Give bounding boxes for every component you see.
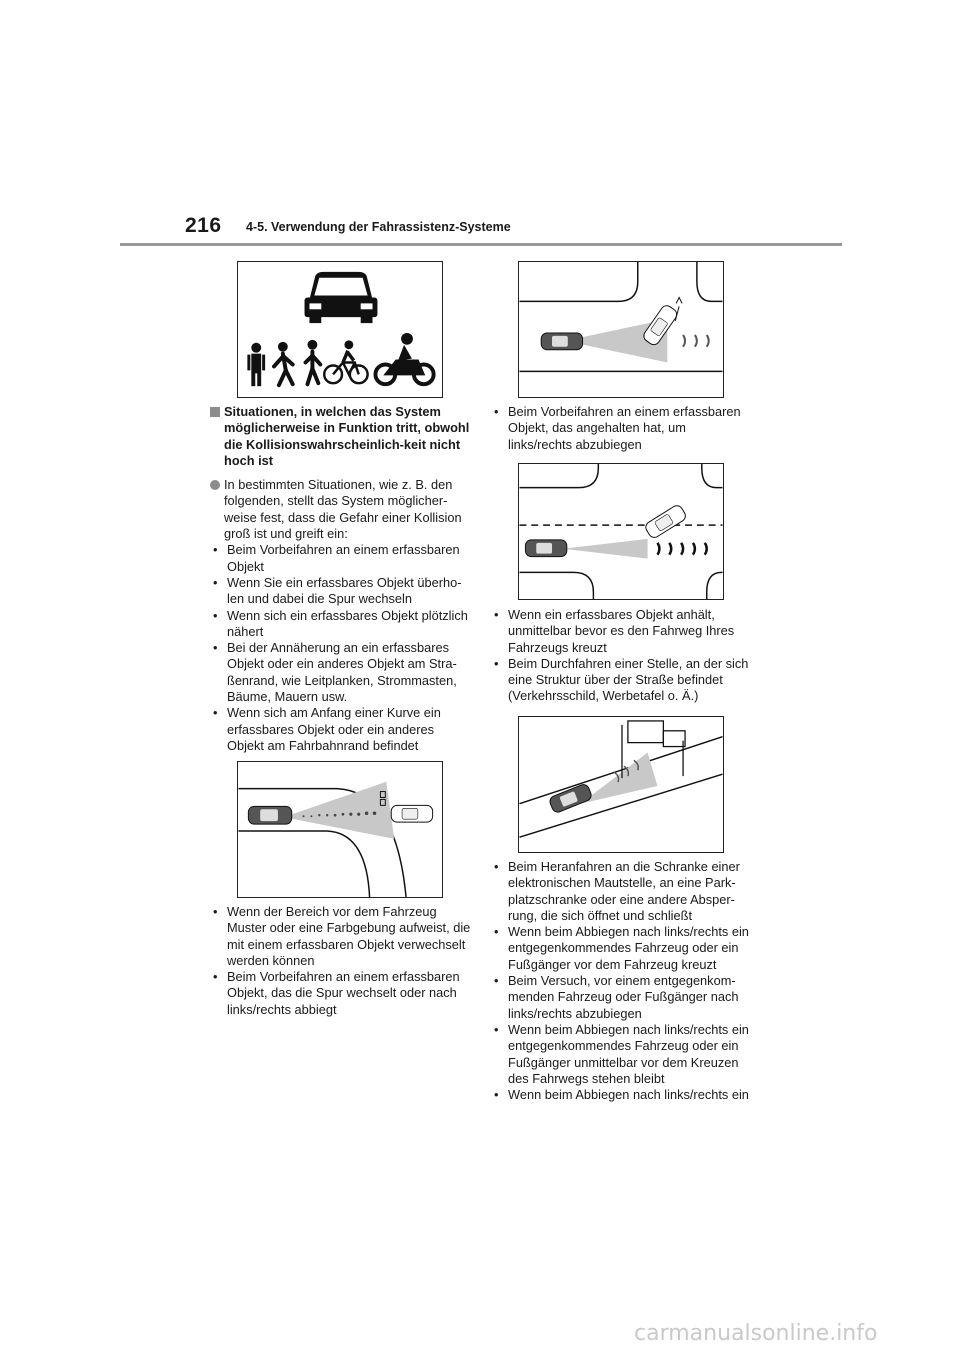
intro-paragraph: In bestimmten Situationen, wie z. B. den folgenden, stellt das System möglicher-weise fest, dass die Gefahr einer Kollision groß ist und greift ein: [210, 477, 472, 542]
list-item: • Wenn der Bereich vor dem Fahrzeug Muster oder eine Farbgebung aufweist, die mit einem erfassbaren Objekt verwechselt werden können [210, 904, 472, 969]
figure-overhead-structure [518, 716, 724, 853]
bullet-list [210, 904, 472, 1018]
figure-curve-object [237, 761, 443, 898]
ego-car-icon [248, 806, 291, 824]
bullet-list [491, 404, 753, 453]
heading-square-icon [210, 407, 220, 417]
page-number: 216 [185, 214, 222, 237]
bullet-list [210, 542, 472, 754]
list-item: • Wenn beim Abbiegen nach links/rechts ein [491, 1087, 753, 1103]
list-item: • Beim Versuch, vor einem entgegenkom-menden Fahrzeug oder Fußgänger nach links/rechts abzubiegen [491, 973, 753, 1022]
figure-stopped-vehicle [518, 463, 724, 600]
list-item: • Beim Vorbeifahren an einem erfassbaren Objekt [210, 542, 472, 575]
list-item: • Beim Vorbeifahren an einem erfassbaren Objekt, das die Spur wechselt oder nach links/rechts abbiegt [210, 969, 472, 1018]
section-title: 4-5. Verwendung der Fahrassistenz-Systeme [246, 220, 511, 234]
cyclist-icon [324, 340, 367, 383]
list-item: • Wenn sich ein erfassbares Objekt plötzlich nähert [210, 608, 472, 641]
pedestrian-walking-icon [274, 342, 293, 385]
radar-beam [563, 539, 648, 559]
right-column-block-3 [491, 859, 753, 1103]
left-column [210, 404, 472, 754]
list-item: • Wenn Sie ein erfassbares Objekt überho-len und dabei die Spur wechseln [210, 575, 472, 608]
pedestrian-standing-icon [247, 343, 265, 386]
list-item: • Wenn ein erfassbares Objekt anhält, unmittelbar bevor es den Fahrweg Ihres Fahrzeugs kreuzt [491, 607, 753, 656]
intro-dot-icon [210, 480, 220, 490]
header-rule [120, 243, 842, 246]
list-item: • Bei der Annäherung an ein erfassbares Objekt oder ein anderes Objekt am Stra-ßenrand, wie Leitplanken, Strommasten, Bäume, Mauern usw. [210, 640, 472, 705]
radar-waves [657, 543, 706, 555]
pedestrian-child-icon [306, 340, 321, 384]
section-heading: Situationen, in welchen das System möglicherweise in Funktion tritt, obwohl die Kollisionswahrscheinlich-keit nicht hoch ist [210, 404, 472, 469]
list-item: • Beim Durchfahren einer Stelle, an der sich eine Struktur über der Straße befindet (Verkehrsschild, Werbetafel o. Ä.) [491, 656, 753, 705]
right-column-block-2 [491, 607, 753, 705]
target-car-icon [391, 805, 432, 822]
bullet-list [491, 607, 753, 705]
list-item: • Wenn beim Abbiegen nach links/rechts ein entgegenkommendes Fahrzeug oder ein Fußgänger unmittelbar vor dem Kreuzen des Fahrwegs stehen bleibt [491, 1022, 753, 1087]
motorcycle-icon [375, 333, 433, 384]
right-column-block-1 [491, 404, 753, 453]
radar-waves [683, 335, 709, 347]
watermark: carmanualsonline.info [634, 1321, 878, 1346]
figure-turning-vehicle [518, 261, 724, 398]
car-front-icon [305, 272, 378, 323]
list-item: • Wenn beim Abbiegen nach links/rechts ein entgegenkommendes Fahrzeug oder ein Fußgänger vor dem Fahrzeug kreuzt [491, 924, 753, 973]
left-column-lower [210, 904, 472, 1018]
list-item: • Beim Heranfahren an die Schranke einer elektronischen Mautstelle, an eine Park-platzschranke oder eine andere Absper-rung, die sich öffnet und schließt [491, 859, 753, 924]
list-item: • Wenn sich am Anfang einer Kurve ein erfassbares Objekt oder ein anderes Objekt am Fahrbahnrand befindet [210, 705, 472, 754]
stopped-car-icon [644, 504, 688, 540]
bullet-list [491, 859, 753, 1103]
ego-car-icon [525, 540, 566, 557]
turn-arrow-icon [675, 297, 682, 321]
list-item: • Beim Vorbeifahren an einem erfassbaren Objekt, das angehalten hat, um links/rechts abzubiegen [491, 404, 753, 453]
figure-detectable-objects [237, 261, 443, 398]
ego-car-icon [541, 333, 582, 350]
